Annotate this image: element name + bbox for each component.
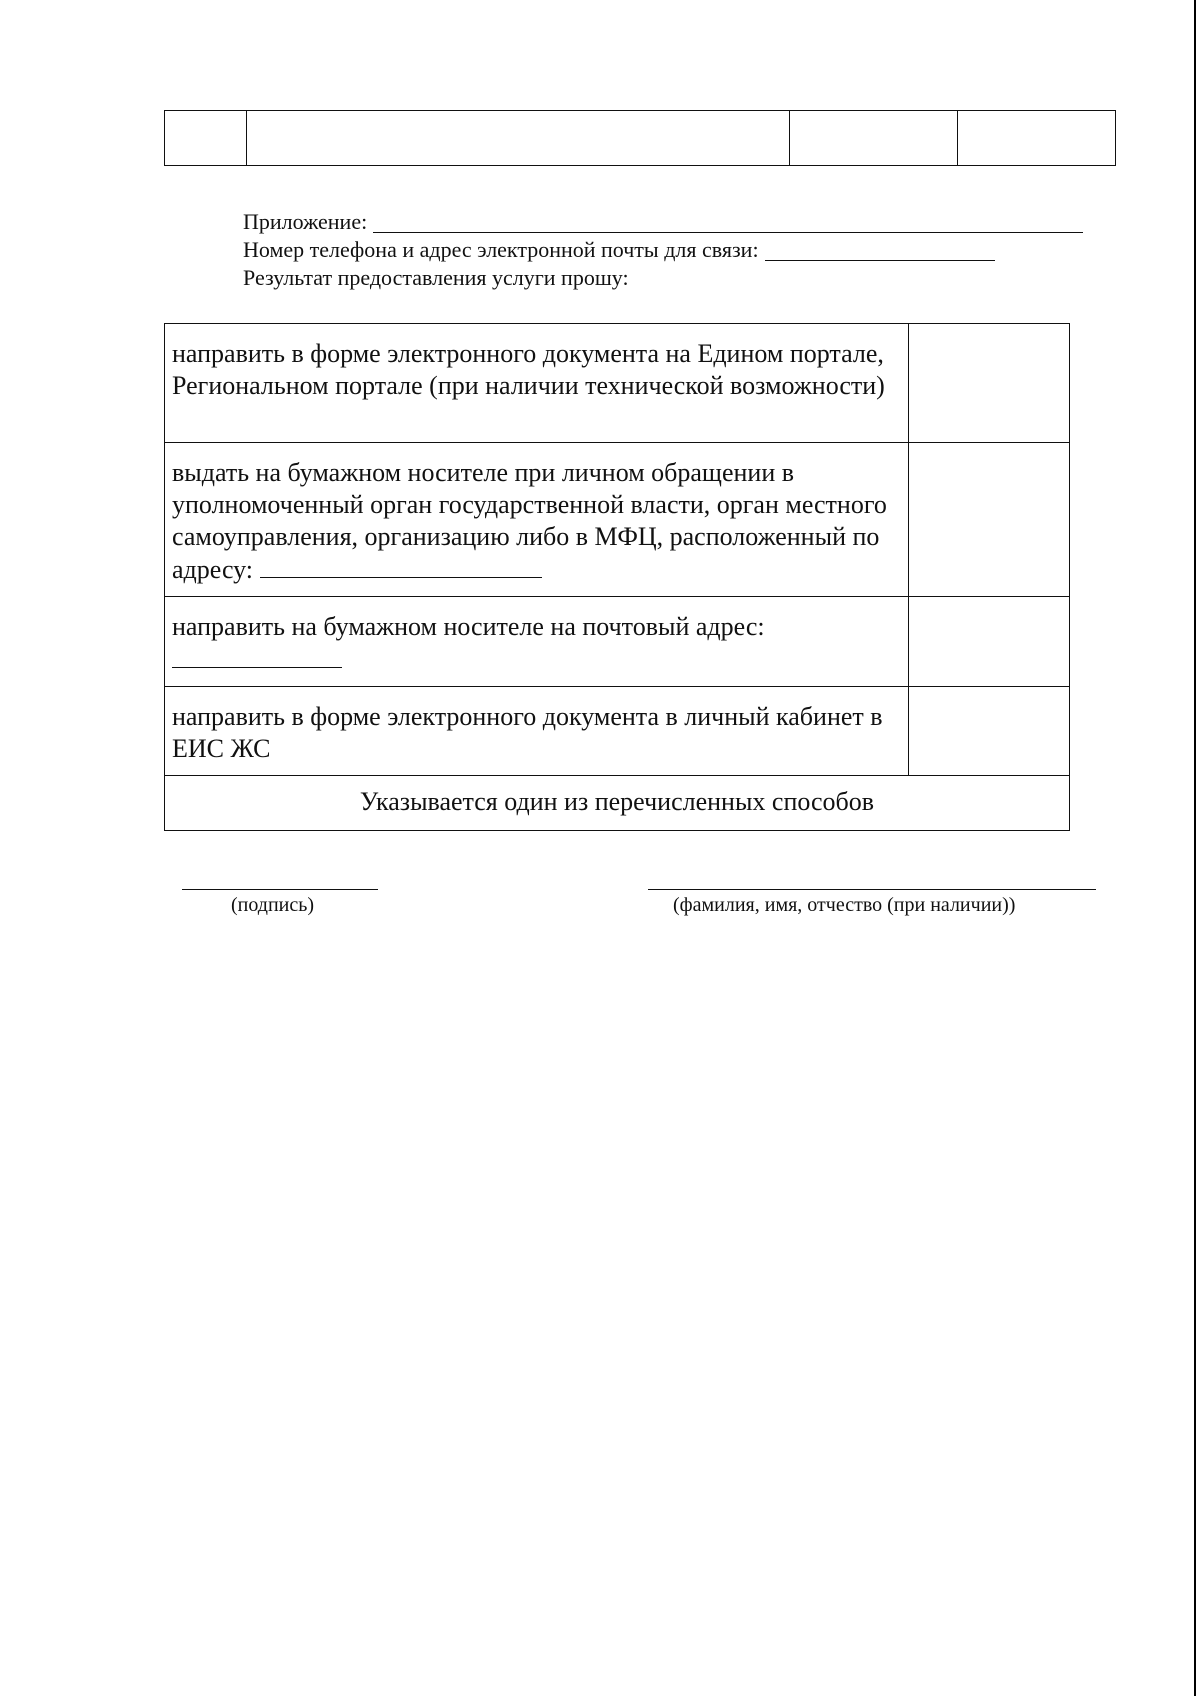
full-name-line[interactable] — [648, 889, 1096, 890]
contact-field — [243, 236, 995, 264]
delivery-options-table — [164, 323, 1070, 831]
top-table — [164, 110, 1116, 166]
option-text-cell — [165, 443, 909, 597]
options-footer-text: Указывается один из перечисленных способов — [359, 787, 875, 816]
signature-caption: (подпись) — [231, 894, 315, 916]
table-row — [165, 443, 1070, 597]
table-cell[interactable] — [790, 111, 958, 166]
attachment-input-line[interactable] — [373, 212, 1083, 233]
attachment-label: Приложение: — [243, 209, 368, 234]
result-field — [243, 264, 629, 292]
table-row — [165, 597, 1070, 687]
table-cell[interactable] — [165, 111, 247, 166]
option-checkbox-cell[interactable] — [909, 687, 1070, 776]
option-text: направить в форме электронного документа на Едином портале, Региональном портале (при наличии технической возможности) — [172, 339, 885, 400]
option-checkbox-cell[interactable] — [909, 443, 1070, 597]
table-cell[interactable] — [247, 111, 790, 166]
table-row — [165, 776, 1070, 831]
signature-line[interactable] — [182, 889, 378, 890]
option-text: направить на бумажном носителе на почтовый адрес: — [172, 612, 765, 641]
option-checkbox-cell[interactable] — [909, 324, 1070, 443]
option-text-cell — [165, 687, 909, 776]
table-cell[interactable] — [958, 111, 1116, 166]
option-text-cell — [165, 324, 909, 443]
option-text: выдать на бумажном носителе при личном обращении в уполномоченный орган государственной власти, орган местного самоуправления, организацию либо в МФЦ, расположенный по адресу: — [172, 458, 887, 584]
address-input-line[interactable] — [260, 553, 542, 578]
result-label: Результат предоставления услуги прошу: — [243, 265, 629, 290]
table-row — [165, 687, 1070, 776]
contact-input-line[interactable] — [765, 240, 995, 261]
option-text: направить в форме электронного документа в личный кабинет в ЕИС ЖС — [172, 702, 883, 763]
option-text-cell — [165, 597, 909, 687]
table-row — [165, 111, 1116, 166]
attachment-field — [243, 208, 1083, 236]
postal-address-input-line[interactable] — [172, 643, 342, 668]
options-footer-cell — [165, 776, 1070, 831]
option-checkbox-cell[interactable] — [909, 597, 1070, 687]
full-name-caption: (фамилия, имя, отчество (при наличии)) — [673, 894, 1016, 916]
table-row — [165, 324, 1070, 443]
page-edge-border — [1194, 0, 1196, 1696]
contact-label: Номер телефона и адрес электронной почты для связи: — [243, 237, 759, 262]
